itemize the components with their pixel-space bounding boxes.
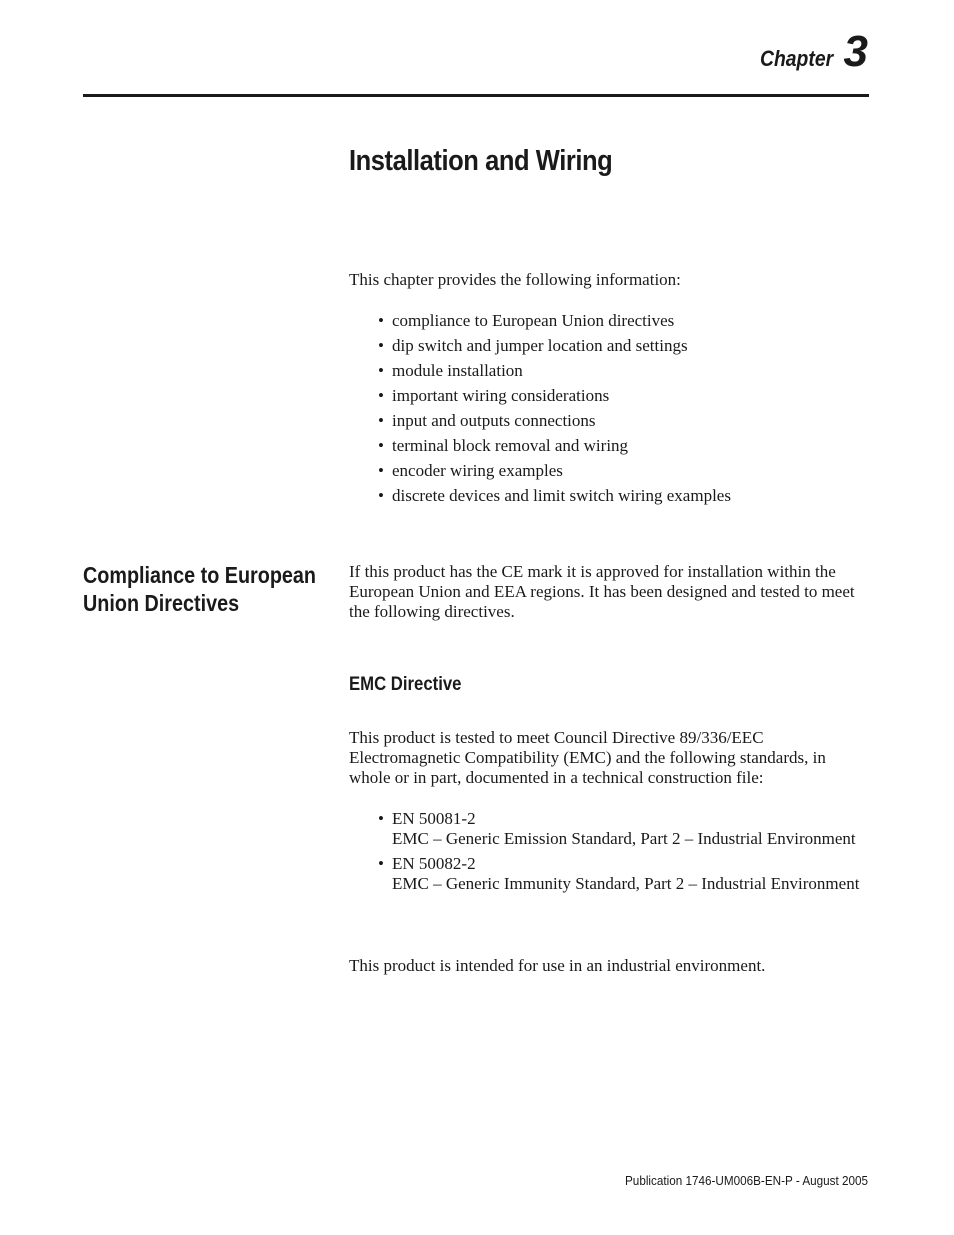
bullet-icon: • [378,486,384,505]
standard-description: EMC – Generic Emission Standard, Part 2 – Industrial Environment [392,829,856,848]
chapter-header [750,27,868,76]
list-item-text: terminal block removal and wiring [392,436,629,455]
list-item [378,809,868,849]
bullet-icon: • [378,809,384,828]
list-item-text: input and outputs connections [392,411,596,430]
list-item-text: discrete devices and limit switch wiring examples [392,486,731,505]
chapter-number: 3 [843,27,868,76]
bullet-icon: • [378,361,384,380]
compliance-text: If this product has the CE mark it is approved for installation within the European Union and EEA regions. It has been designed and tested to meet the following directives. [349,562,855,621]
list-item [378,311,868,336]
compliance-heading: Compliance to European Union Directives [83,562,317,616]
bullet-icon: • [378,386,384,405]
bullet-icon: • [378,311,384,330]
publication-footer: Publication 1746-UM006B-EN-P - August 2005 [624,1173,868,1188]
list-item [378,386,868,411]
list-item [378,411,868,436]
list-item [378,461,868,486]
page-title: Installation and Wiring [349,145,613,177]
list-item [378,854,868,894]
bullet-icon: • [378,436,384,455]
bullet-icon: • [378,411,384,430]
list-item-text: important wiring considerations [392,386,610,405]
intro-text: This chapter provides the following information: [349,270,681,289]
bullet-icon: • [378,461,384,480]
standard-code: EN 50081-2 [392,809,476,828]
list-item [378,436,868,461]
list-item-text: encoder wiring examples [392,461,563,480]
standard-code: EN 50082-2 [392,854,476,873]
closing-text: This product is intended for use in an industrial environment. [349,956,766,975]
list-item-text: dip switch and jumper location and settings [392,336,688,355]
standard-description: EMC – Generic Immunity Standard, Part 2 – Industrial Environment [392,874,860,893]
bullet-icon: • [378,336,384,355]
emc-heading: EMC Directive [349,674,462,695]
topics-list [378,311,868,511]
list-item [378,361,868,386]
header-rule [83,94,869,97]
list-item [378,486,868,511]
emc-text: This product is tested to meet Council Directive 89/336/EEC Electromagnetic Compatibility (EMC) and the following standards, in whole or in part, documented in a technical construction file: [349,728,826,787]
list-item-text: module installation [392,361,523,380]
bullet-icon: • [378,854,384,873]
list-item [378,336,868,361]
list-item-text: compliance to European Union directives [392,311,675,330]
standards-list [378,809,868,899]
chapter-label: Chapter [760,46,834,71]
